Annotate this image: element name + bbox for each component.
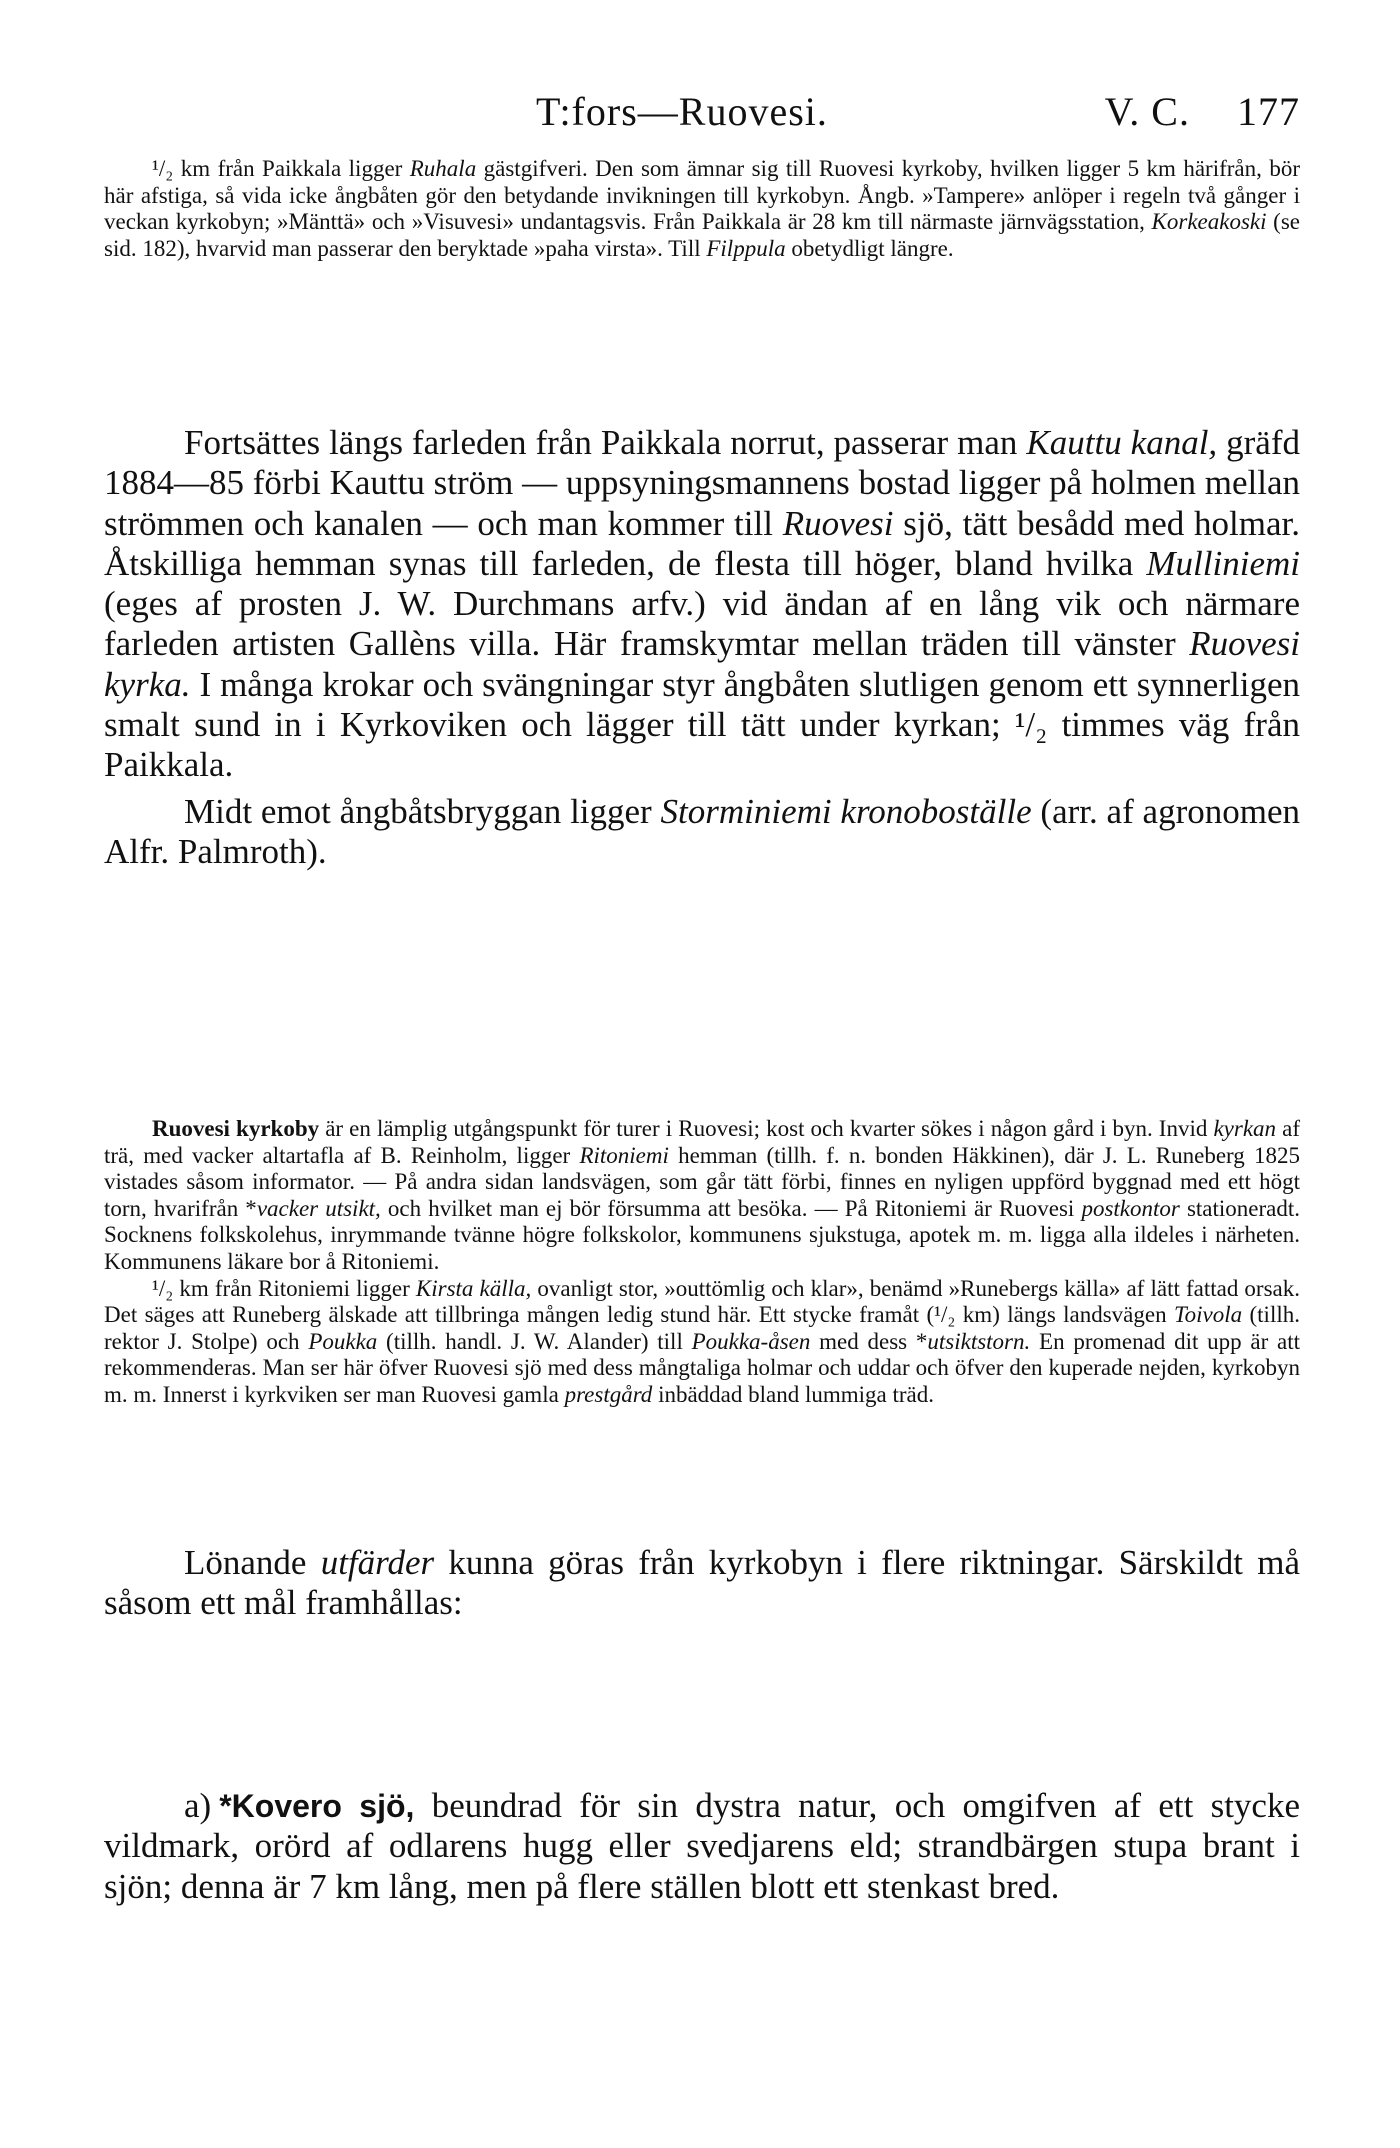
header-right xyxy=(1105,88,1300,135)
section-label: V. C. xyxy=(1104,89,1190,134)
paragraph-ruhala: ¹/₂ km från Paikkala ligger Ruhala gästgifveri. Den som ämnar sig till Ruovesi kyrkoby, hvilken ligger 5 km härifrån, bör här afstiga, så vida icke ångbåten gör den betydande invikningen till kyrkobyn. Ångb. »Tampere» anlöper i regeln två gånger i veckan kyrkobyn; »Mänttä» och »Visuvesi» undantagsvis. Från Paikkala är 28 km till närmaste järnvägsstation, Korkeakoski (se sid. 182), hvarvid man passerar den beryktade »paha virsta». Till Filppula obetydligt längre. xyxy=(104,156,1301,261)
paragraph-kovero: a) *Kovero sjö, beundrad för sin dystra natur, och omgifven af ett stycke vildmark, orörd af odlarens hugg eller svedjarens eld; strandbärgen stupa brant i sjön; denna är 7 km lång, men på flere ställen blott ett stenkast bred. xyxy=(104,1786,1301,1906)
paragraph-utfarder: Lönande utfärder kunna göras från kyrkobyn i flere riktningar. Särskildt må såsom ett mål framhållas: xyxy=(104,1543,1301,1623)
page-number: 177 xyxy=(1237,89,1300,134)
page-header xyxy=(104,88,1300,144)
bold-term: Ruovesi kyrkoby xyxy=(152,1116,320,1141)
paragraph-kirsta: ¹/₂ km från Ritoniemi ligger Kirsta källa, ovanligt stor, »outtömlig och klar», benämd »Runebergs källa» af lätt fattad orsak. Det säges att Runeberg älskade att tillbringa mången ledig stund här. Ett stycke framåt (¹/₂ km) längs landsvägen Toivola (tillh. rektor J. Stolpe) och Poukka (tillh. handl. J. W. Alander) till Poukka-åsen med dess *utsiktstorn. En promenad dit upp är att rekommenderas. Man ser här öfver Ruovesi sjö med dess mångtaliga holmar och uddar och öfver den kuperade nejden, kyrkobyn m. m. Innerst i kyrkviken ser man Ruovesi gamla prestgård inbäddad bland lummiga träd. xyxy=(104,1275,1300,1407)
paragraph-kauttu: Fortsättes längs farleden från Paikkala norrut, passerar man Kauttu kanal, gräfd 1884—85 förbi Kauttu ström — uppsyningsmannens bostad ligger på holmen mellan strömmen och kanalen — och man kommer till Ruovesi sjö, tätt besådd med holmar. Åtskilliga hemman synas till farleden, de flesta till höger, bland hvilka Mulliniemi (eges af prosten J. W. Durchmans arfv.) vid ändan af en lång vik och närmare farleden artisten Gallèns villa. Här framskymtar mellan träden till vänster Ruovesi kyrka. I många krokar och svängningar styr ångbåten slutligen genom ett synnerligen smalt sund in i Kyrkoviken och lägger till tätt under kyrkan; ¹/₂ timmes väg från Paikkala. Midt emot ångbåtsbryggan ligger Storminiemi kronoboställe (arr. af agronomen Alfr. Palmroth). xyxy=(104,423,1300,871)
paragraph-storminiemi: Midt emot ångbåtsbryggan ligger Storminiemi kronoboställe (arr. af agronomen Alfr. Palmroth). xyxy=(104,791,1300,871)
item-label: a) xyxy=(184,1786,212,1825)
running-title: T:fors—Ruovesi. xyxy=(536,89,828,134)
paragraph-kyrkoby: Ruovesi kyrkoby är en lämplig utgångspunkt för turer i Ruovesi; kost och kvarter sökes i någon gård i byn. Invid kyrkan af trä, med vacker altartafla af B. Reinholm, ligger Ritoniemi hemman (tillh. f. n. bonden Häkkinen), där J. L. Runeberg 1825 vistades såsom informator. — På andra sidan landsvägen, som går tätt förbi, finnes en nyligen uppförd byggnad med ett högt torn, hvarifrån *vacker utsikt, och hvilket man ej bör försumma att besöka. — På Ritoniemi är Ruovesi postkontor stationeradt. Socknens folkskolehus, inrymmande tvänne högre folkskolor, kommunens sjukstuga, apotek m. m. ligga alla ildeles i närheten. Kommunens läkare bor å Ritoniemi. ¹/₂ km från Ritoniemi ligger Kirsta källa, ovanligt stor, »outtömlig och klar», benämd »Runebergs källa» af lätt fattad orsak. Det säges att Runeberg älskade att tillbringa mången ledig stund här. Ett stycke framåt (¹/₂ km) längs landsvägen Toivola (tillh. rektor J. Stolpe) och Poukka (tillh. handl. J. W. Alander) till Poukka-åsen med dess *utsiktstorn. En promenad dit upp är att rekommenderas. Man ser här öfver Ruovesi sjö med dess mångtaliga holmar och uddar och öfver den kuperade nejden, kyrkobyn m. m. Innerst i kyrkviken ser man Ruovesi gamla prestgård inbäddad bland lummiga träd. xyxy=(104,1116,1301,1407)
bold-term: *Kovero sjö, xyxy=(219,1788,415,1824)
